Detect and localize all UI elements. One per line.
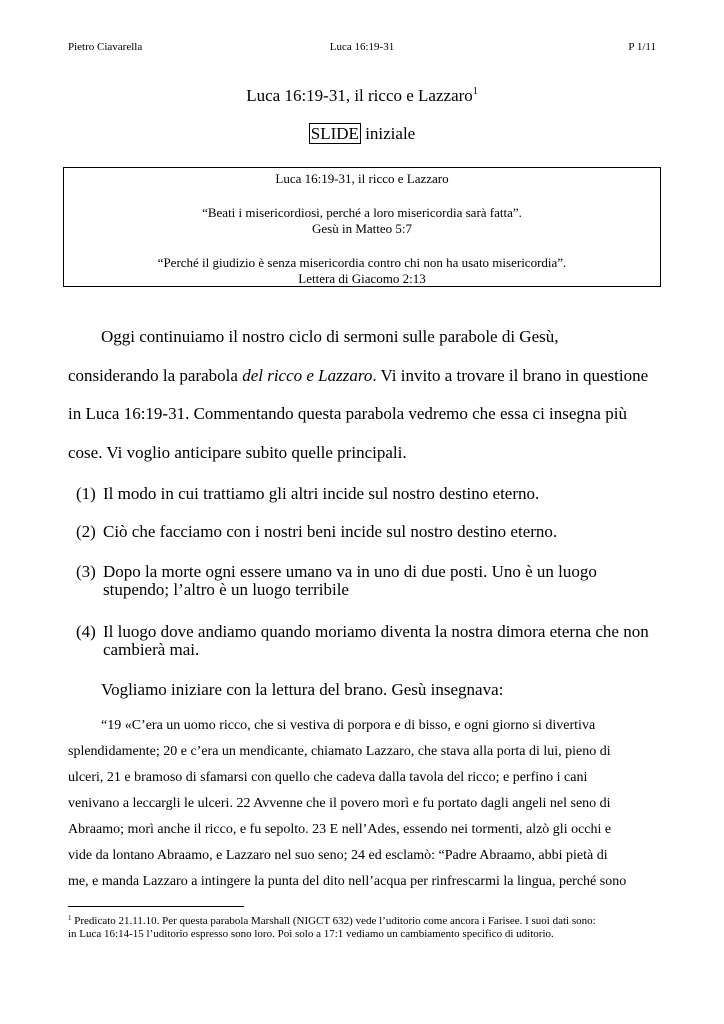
header-reference: Luca 16:19-31 xyxy=(329,41,395,53)
page-header xyxy=(68,41,656,57)
slide-label-boxed: SLIDE xyxy=(310,124,359,143)
intro-line-2 xyxy=(68,366,668,386)
bible-line: ulceri, 21 e bramoso di sfamarsi con quello che cadeva dalla tavola del ricco; e perfino i cani xyxy=(68,770,588,785)
list-number: (1) xyxy=(76,484,96,503)
bible-line: Abraamo; morì anche il ricco, e fu sepolto. 23 E nell’Ades, essendo nei tormenti, alzò gli occhi e xyxy=(68,822,612,837)
bible-line: vide da lontano Abraamo, e Lazzaro nel suo seno; 24 ed esclamò: “Padre Abraamo, abbi pietà di xyxy=(68,848,608,863)
list-text: Dopo la morte ogni essere umano va in uno di due posti. Uno è un luogo stupendo; l’altro è un luogo terribile xyxy=(103,562,597,599)
list-number: (2) xyxy=(76,522,96,541)
intro-parable-title: del ricco e Lazzaro xyxy=(242,366,373,385)
bible-line: me, e manda Lazzaro a intingere la punta del dito nell’acqua per rinfrescarmi la lingua, perché sono xyxy=(68,874,627,889)
list-text: Il modo in cui trattiamo gli altri incide sul nostro destino eterno. xyxy=(103,484,540,503)
footnote-separator xyxy=(68,906,244,907)
intro-line-2-end: . Vi invito a trovare il brano in questione xyxy=(372,366,649,385)
footnote-line-1 xyxy=(68,912,658,928)
footnote-text-1: Predicato 21.11.10. Per questa parabola Marshall (NIGCT 632) vede l’uditorio come ancora i Farisee. I suoi dati sono: xyxy=(71,915,596,927)
bible-line: splendidamente; 20 e c’era un mendicante, chiamato Lazzaro, che stava alla porta di lui, pieno di xyxy=(68,744,611,759)
intro-line-2-start: considerando la parabola xyxy=(68,366,243,385)
footnote-mark: 1 xyxy=(68,914,72,922)
title-text: Luca 16:19-31, il ricco e Lazzaro xyxy=(246,86,473,105)
footnote xyxy=(68,912,658,941)
header-author: Pietro Ciavarella xyxy=(68,41,143,53)
list-number: (3) xyxy=(76,562,96,581)
quote-box xyxy=(63,167,661,287)
title-footnote-mark: 1 xyxy=(472,86,478,97)
slide-label-rest: iniziale xyxy=(360,124,416,143)
quote-james-source: Lettera di Giacomo 2:13 xyxy=(298,271,426,286)
list-number: (4) xyxy=(76,622,96,641)
list-text: Il luogo dove andiamo quando moriamo diventa la nostra dimora eterna che non cambierà mai. xyxy=(103,622,649,659)
reading-intro: Vogliamo iniziare con la lettura del brano. Gesù insegnava: xyxy=(101,680,504,699)
intro-line-1: Oggi continuiamo il nostro ciclo di sermoni sulle parabole di Gesù, xyxy=(101,327,559,346)
document-title xyxy=(0,86,724,106)
bible-line: “19 «C’era un uomo ricco, che si vestiva di porpora e di bisso, e ogni giorno si divertiva xyxy=(101,718,596,733)
intro-line-3: in Luca 16:19-31. Commentando questa parabola vedremo che essa ci insegna più xyxy=(68,404,627,423)
slide-heading xyxy=(0,124,724,144)
list-text: Ciò che facciamo con i nostri beni incide sul nostro destino eterno. xyxy=(103,522,558,541)
quote-matthew-source: Gesù in Matteo 5:7 xyxy=(311,221,412,236)
quote-matthew: “Beati i misericordiosi, perché a loro misericordia sarà fatta”. xyxy=(202,205,522,220)
bible-line: venivano a leccargli le ulceri. 22 Avvenne che il povero morì e fu portato dagli angeli nel seno di xyxy=(68,796,611,811)
footnote-line-2: in Luca 16:14-15 l’uditorio espresso sono loro. Poi solo a 17:1 vediamo un cambiamento specifico di uditorio. xyxy=(68,928,554,940)
quote-box-heading: Luca 16:19-31, il ricco e Lazzaro xyxy=(275,171,449,186)
quote-james: “Perché il giudizio è senza misericordia contro chi non ha usato misericordia”. xyxy=(157,255,567,270)
intro-line-4: cose. Vi voglio anticipare subito quelle principali. xyxy=(68,443,407,462)
header-page-number: P 1/11 xyxy=(628,41,656,53)
